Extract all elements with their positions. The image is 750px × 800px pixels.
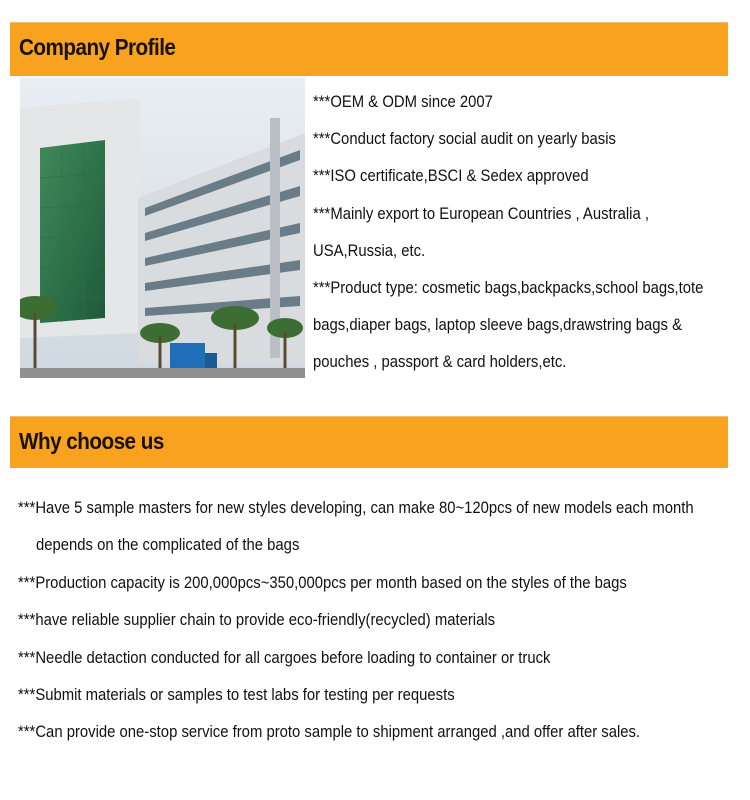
why-line: ***Submit materials or samples to test labs for testing per requests [18, 685, 455, 704]
why-line: ***Have 5 sample masters for new styles developing, can make 80~120pcs of new models each month [18, 499, 694, 517]
profile-line: ***Product type: cosmetic bags,backpacks,school bags,tote [313, 278, 704, 297]
why-line: ***Production capacity is 200,000pcs~350,000pcs per month based on the styles of the bags [18, 573, 627, 592]
profile-line: ***Mainly export to European Countries , Australia , [313, 204, 649, 223]
profile-line: pouches , passport & card holders,etc. [313, 353, 567, 372]
company-profile-heading: Company Profile [19, 34, 176, 60]
why-choose-us-heading: Why choose us [19, 428, 164, 454]
why-line: ***have reliable supplier chain to provide eco-friendly(recycled) materials [18, 611, 496, 630]
profile-line: ***OEM & ODM since 2007 [313, 93, 493, 111]
factory-photo [20, 78, 305, 378]
company-profile-banner [10, 22, 728, 76]
profile-line: USA,Russia, etc. [313, 241, 426, 260]
company-profile-list [313, 84, 733, 382]
why-line: ***Needle detaction conducted for all cargoes before loading to container or truck [18, 648, 551, 667]
profile-line: ***Conduct factory social audit on yearly basis [313, 130, 616, 149]
profile-line: ***ISO certificate,BSCI & Sedex approved [313, 167, 589, 186]
why-choose-us-banner [10, 416, 728, 468]
why-line: ***Can provide one-stop service from proto sample to shipment arranged ,and offer after sales. [18, 723, 641, 742]
profile-line: bags,diaper bags, laptop sleeve bags,drawstring bags & [313, 316, 683, 335]
why-choose-us-list [18, 490, 738, 752]
why-line: depends on the complicated of the bags [36, 536, 300, 555]
